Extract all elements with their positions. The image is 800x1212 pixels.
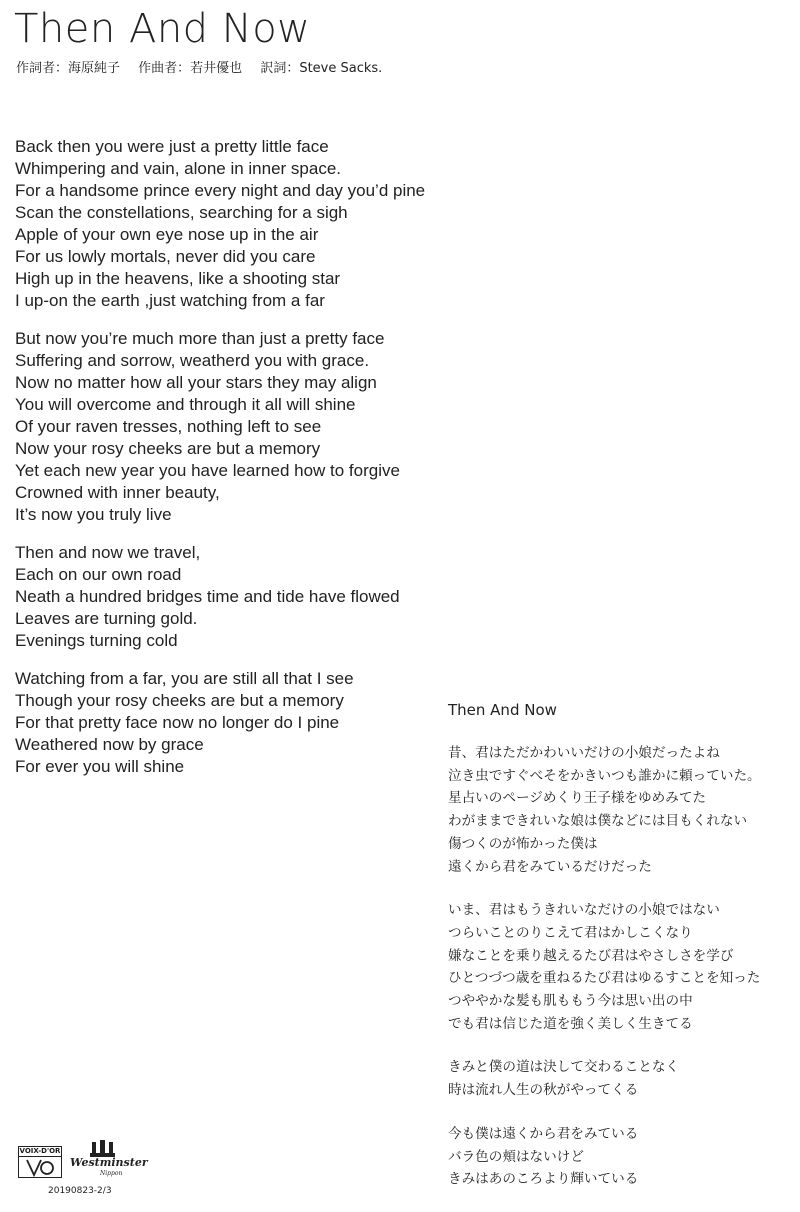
japanese-lyric-line: 傷つくのが怖かった僕は xyxy=(448,835,598,852)
english-lyrics xyxy=(15,136,455,794)
lyric-line: Each on our own road xyxy=(15,565,182,584)
lyric-line: Of your raven tresses, nothing left to see xyxy=(15,417,322,436)
lyric-line: Neath a hundred bridges time and tide have flowed xyxy=(15,587,400,606)
translator-credit: 訳詞：Steve Sacks. xyxy=(260,61,383,76)
composer-credit: 作曲者：若井優也 xyxy=(138,61,243,76)
credits xyxy=(16,57,396,76)
japanese-lyric-line: 遠くから君をみているだけだった xyxy=(448,858,652,875)
japanese-stanza xyxy=(448,742,798,878)
lyric-line: Weathered now by grace xyxy=(15,735,204,754)
japanese-stanza xyxy=(448,1123,798,1191)
lyric-line: Suffering and sorrow, weatherd you with grace. xyxy=(15,351,370,370)
lyric-line: Scan the constellations, searching for a sigh xyxy=(15,203,348,222)
lyric-line: Now your rosy cheeks are but a memory xyxy=(15,439,321,458)
japanese-lyric-line: きみはあのころより輝いている xyxy=(448,1171,639,1188)
japanese-lyric-line: 時は流れ人生の秋がやってくる xyxy=(448,1082,639,1099)
english-stanza xyxy=(15,542,455,652)
document-code: 20190823-2/3 xyxy=(48,1186,112,1196)
japanese-lyric-line: バラ色の頬はないけど xyxy=(448,1148,584,1165)
lyric-line: High up in the heavens, like a shooting star xyxy=(15,269,341,288)
westminster-sub-text: Nippon xyxy=(100,1170,123,1177)
lyric-line: For us lowly mortals, never did you care xyxy=(15,247,316,266)
japanese-stanza xyxy=(448,1056,798,1101)
lyric-line: Now no matter how all your stars they may align xyxy=(15,373,377,392)
lyric-line: Though your rosy cheeks are but a memory xyxy=(15,691,344,710)
japanese-stanza xyxy=(448,899,798,1035)
westminster-logo-text: Westminster xyxy=(70,1156,148,1169)
japanese-lyrics xyxy=(448,700,798,1212)
japanese-lyric-line: わがままできれいな娘は僕などには目もくれない xyxy=(448,813,748,830)
lyric-line: You will overcome and through it all will shine xyxy=(15,395,356,414)
lyric-line: It’s now you truly live xyxy=(15,505,172,524)
english-stanza xyxy=(15,328,455,526)
lyricist-credit: 作詞者：海原純子 xyxy=(16,61,121,76)
westminster-logo xyxy=(70,1140,148,1188)
japanese-lyric-line: きみと僕の道は決して交わることなく xyxy=(448,1059,680,1076)
voix-dor-logo xyxy=(18,1146,62,1178)
japanese-lyric-line: 今も僕は遠くから君をみている xyxy=(448,1125,639,1142)
japanese-lyric-line: 星占いのページめくり王子様をゆめみてた xyxy=(448,790,707,807)
lyric-line: Yet each new year you have learned how to forgive xyxy=(15,461,400,480)
lyric-line: Then and now we travel, xyxy=(15,543,201,562)
lyric-line: Whimpering and vain, alone in inner space. xyxy=(15,159,342,178)
lyric-line: Leaves are turning gold. xyxy=(15,609,198,628)
lyric-line: Evenings turning cold xyxy=(15,631,178,650)
english-stanza xyxy=(15,136,455,312)
english-stanza xyxy=(15,668,455,778)
voix-dor-mark-icon xyxy=(25,1158,55,1177)
lyric-line: Watching from a far, you are still all that I see xyxy=(15,669,354,688)
lyric-line: But now you’re much more than just a pretty face xyxy=(15,329,385,348)
japanese-title: Then And Now xyxy=(448,701,557,719)
japanese-lyric-line: 昔、君はただかわいいだけの小娘だったよね xyxy=(448,745,720,761)
page-title: Then And Now xyxy=(14,6,311,52)
japanese-lyric-line: 嫌なことを乗り越えるたび君はやさしさを学び xyxy=(448,947,734,964)
lyric-line: For ever you will shine xyxy=(15,757,185,776)
japanese-lyric-line: つらいことのりこえて君はかしこくなり xyxy=(448,924,693,941)
lyric-line: For a handsome prince every night and day you’d pine xyxy=(15,181,426,200)
lyric-line: Crowned with inner beauty, xyxy=(15,483,220,502)
lyric-line: Back then you were just a pretty little face xyxy=(15,137,329,156)
voix-dor-logo-text: VOIX-D'OR xyxy=(19,1147,61,1155)
japanese-lyric-line: ひとつづつ歳を重ねるたび君はゆるすことを知った xyxy=(448,970,761,987)
japanese-lyric-line: いま、君はもうきれいなだけの小娘ではない xyxy=(448,902,720,919)
japanese-lyric-line: つややかな髪も肌ももう今は思い出の中 xyxy=(448,993,693,1010)
japanese-lyric-line: でも君は信じた道を強く美しく生きてる xyxy=(448,1015,693,1032)
japanese-stanzas xyxy=(448,742,798,1191)
lyric-line: For that pretty face now no longer do I pine xyxy=(15,713,340,732)
lyric-line: I up-on the earth ,just watching from a far xyxy=(15,291,325,310)
japanese-lyric-line: 泣き虫ですぐべそをかきいつも誰かに頼っていた。 xyxy=(448,767,761,784)
lyric-line: Apple of your own eye nose up in the air xyxy=(15,225,319,244)
